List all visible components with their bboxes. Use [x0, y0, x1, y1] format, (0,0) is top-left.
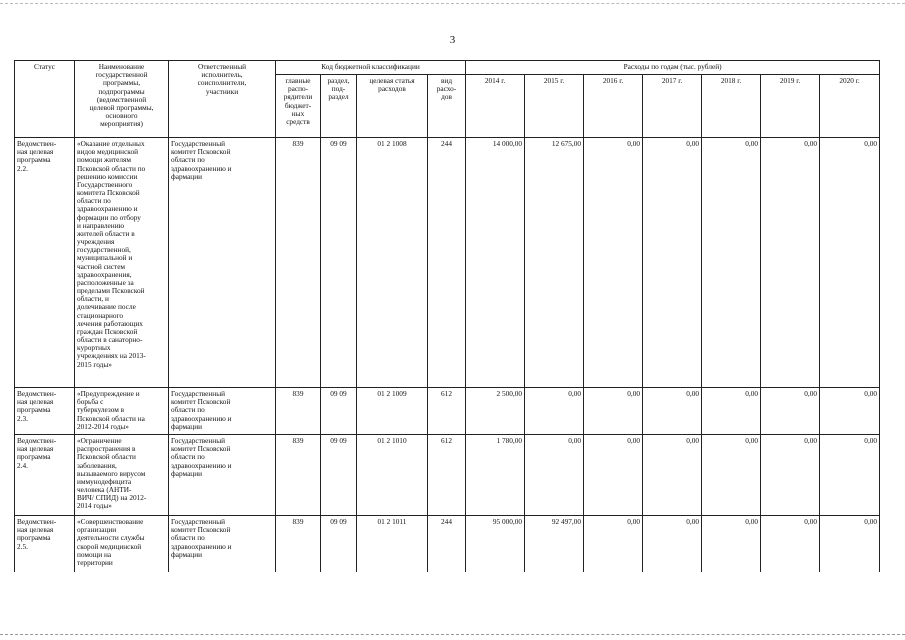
- amount-cell: 0,00: [820, 516, 880, 573]
- scan-edge-bottom: [0, 634, 905, 635]
- amount-cell: 0,00: [525, 435, 584, 516]
- executor-cell: Государственный комитет Псковской области по здравоохранению и фармации: [169, 516, 276, 573]
- budget-code-header: Код бюджетной классификации: [276, 61, 466, 75]
- amount-cell: 0,00: [761, 138, 820, 388]
- amount-cell: 0,00: [643, 388, 702, 435]
- table-row: [15, 388, 880, 435]
- scan-edge-top: [0, 3, 905, 4]
- amount-cell: 12 675,00: [525, 138, 584, 388]
- expense-type-cell: 244: [428, 138, 466, 388]
- table-row: [15, 435, 880, 516]
- amount-cell: 0,00: [702, 435, 761, 516]
- grbs-cell: 839: [276, 516, 321, 573]
- amount-cell: 14 000,00: [466, 138, 525, 388]
- amount-cell: 0,00: [820, 435, 880, 516]
- amount-cell: 0,00: [643, 435, 702, 516]
- amount-cell: 1 780,00: [466, 435, 525, 516]
- section-cell: 09 09: [321, 388, 357, 435]
- year-header: 2020 г.: [820, 75, 880, 138]
- amount-cell: 0,00: [584, 138, 643, 388]
- executor-cell: Государственный комитет Псковской области по здравоохранению и фармации: [169, 435, 276, 516]
- target-article-header: целевая статья расходов: [357, 75, 428, 138]
- year-header: 2015 г.: [525, 75, 584, 138]
- header-row-1: [15, 61, 880, 75]
- grbs-cell: 839: [276, 388, 321, 435]
- program-name-cell: «Совершенствование организации деятельности службы скорой медицинской помощи на территории: [75, 516, 169, 573]
- table-row: [15, 138, 880, 388]
- amount-cell: 0,00: [820, 388, 880, 435]
- year-header: 2018 г.: [702, 75, 761, 138]
- amount-cell: 92 497,00: [525, 516, 584, 573]
- program-name-cell: «Ограничение распространения в Псковской области заболевания, вызываемого вирусом иммунодефицита человека (АНТИ- ВИЧ/ СПИД) на 2012- 2014 годы»: [75, 435, 169, 516]
- budget-table: [14, 60, 880, 572]
- target-article-cell: 01 2 1009: [357, 388, 428, 435]
- amount-cell: 0,00: [761, 435, 820, 516]
- amount-cell: 0,00: [702, 388, 761, 435]
- amount-cell: 0,00: [584, 516, 643, 573]
- amount-cell: 0,00: [643, 516, 702, 573]
- amount-cell: 0,00: [643, 138, 702, 388]
- expenses-header: Расходы по годам (тыс. рублей): [466, 61, 880, 75]
- amount-cell: 0,00: [702, 516, 761, 573]
- expense-type-header: вид расхо- дов: [428, 75, 466, 138]
- year-header: 2016 г.: [584, 75, 643, 138]
- status-cell: Ведомствен- ная целевая программа 2.3.: [15, 388, 75, 435]
- status-cell: Ведомствен- ная целевая программа 2.4.: [15, 435, 75, 516]
- section-cell: 09 09: [321, 516, 357, 573]
- expense-type-cell: 612: [428, 435, 466, 516]
- section-cell: 09 09: [321, 138, 357, 388]
- program-name-cell: «Предупреждение и борьба с туберкулезом в Псковской области на 2012-2014 годы»: [75, 388, 169, 435]
- target-article-cell: 01 2 1011: [357, 516, 428, 573]
- page-number: 3: [449, 34, 456, 46]
- target-article-cell: 01 2 1008: [357, 138, 428, 388]
- executor-header: Ответственный исполнитель, соисполнители, участники: [169, 61, 276, 138]
- year-header: 2014 г.: [466, 75, 525, 138]
- amount-cell: 0,00: [525, 388, 584, 435]
- amount-cell: 0,00: [761, 516, 820, 573]
- status-cell: Ведомствен- ная целевая программа 2.5.: [15, 516, 75, 573]
- executor-cell: Государственный комитет Псковской области по здравоохранению и фармации: [169, 138, 276, 388]
- status-cell: Ведомствен- ная целевая программа 2.2.: [15, 138, 75, 388]
- name-header: Наименование государственной программы, подпрограммы (ведомственной целевой программы, основного мероприятия): [75, 61, 169, 138]
- section-header: раздел, под- раздел: [321, 75, 357, 138]
- amount-cell: 0,00: [820, 138, 880, 388]
- status-header: Статус: [15, 61, 75, 138]
- executor-cell: Государственный комитет Псковской области по здравоохранению и фармации: [169, 388, 276, 435]
- amount-cell: 95 000,00: [466, 516, 525, 573]
- amount-cell: 2 500,00: [466, 388, 525, 435]
- grbs-cell: 839: [276, 435, 321, 516]
- year-header: 2017 г.: [643, 75, 702, 138]
- target-article-cell: 01 2 1010: [357, 435, 428, 516]
- expense-type-cell: 244: [428, 516, 466, 573]
- amount-cell: 0,00: [761, 388, 820, 435]
- program-name-cell: «Оказание отдельных видов медицинской помощи жителям Псковской области по решению комиссии Государственного комитета Псковской области по здравоохранению и формации по отбору и направлению жителей области в учреждения государственной, муниципальной и частной систем здравоохранения, расположенные за пределами Псковской области, и долечивание после стационарного лечения работающих граждан Псковской области в санаторно- курортных учреждениях на 2013- 2015 годы»: [75, 138, 169, 388]
- grbs-header: главные распо- рядители бюджет- ных средств: [276, 75, 321, 138]
- amount-cell: 0,00: [584, 435, 643, 516]
- grbs-cell: 839: [276, 138, 321, 388]
- amount-cell: 0,00: [584, 388, 643, 435]
- year-header: 2019 г.: [761, 75, 820, 138]
- table-row: [15, 516, 880, 573]
- amount-cell: 0,00: [702, 138, 761, 388]
- expense-type-cell: 612: [428, 388, 466, 435]
- section-cell: 09 09: [321, 435, 357, 516]
